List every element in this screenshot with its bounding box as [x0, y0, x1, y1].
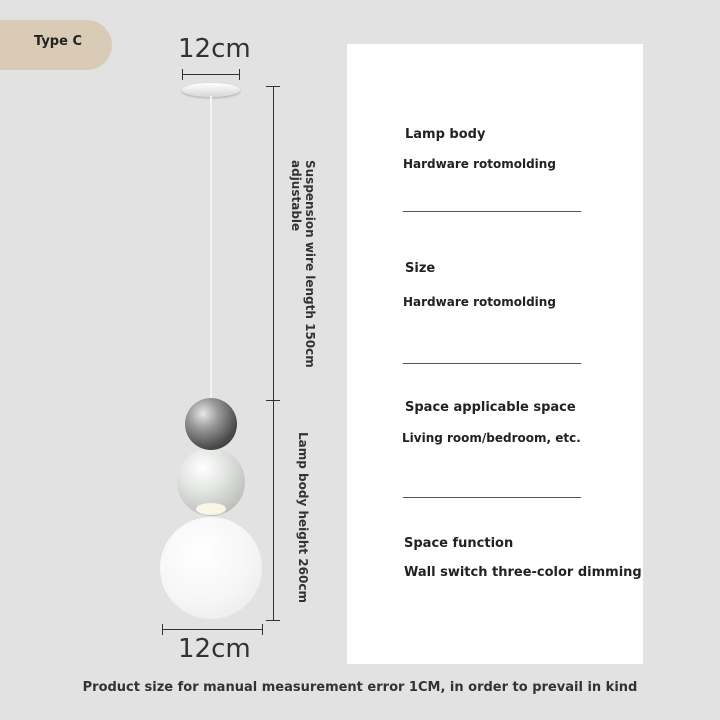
vertical-tick-top [266, 86, 280, 87]
spec-title-size: Size [405, 261, 436, 276]
wire-length-line2: adjustable [289, 160, 303, 232]
spec-title-lamp-body: Lamp body [405, 127, 486, 142]
footer-note: Product size for manual measurement error 1CM, in order to prevail in kind [82, 680, 638, 695]
chrome-ball [185, 398, 237, 450]
vertical-tick-bottom [266, 620, 280, 621]
spec-value-space: Living room/bedroom, etc. [402, 431, 581, 445]
type-badge [0, 20, 112, 70]
spec-divider-3 [403, 497, 581, 498]
spec-value-function: Wall switch three-color dimming [404, 565, 642, 580]
top-dimension-tick-left [182, 69, 183, 80]
top-dimension-tick-right [239, 69, 240, 80]
bottom-dimension-tick-right [262, 624, 263, 635]
body-height-label: Lamp body height 260cm [296, 432, 310, 603]
top-dimension-line [182, 74, 240, 75]
type-badge-label: Type C [34, 34, 82, 49]
top-width-label: 12cm [178, 34, 251, 64]
spec-title-function: Space function [404, 536, 514, 551]
bottom-dimension-line [162, 629, 263, 630]
wire-length-label [289, 160, 317, 368]
spec-divider-1 [403, 211, 581, 212]
spec-divider-2 [403, 363, 581, 364]
vertical-tick-middle [266, 400, 280, 401]
spec-title-space: Space applicable space [405, 400, 576, 415]
bottom-width-label: 12cm [178, 634, 251, 664]
ceiling-canopy [182, 83, 240, 97]
white-globe [160, 517, 262, 619]
bottom-dimension-tick-left [162, 624, 163, 635]
spec-value-lamp-body: Hardware rotomolding [403, 157, 556, 171]
suspension-wire [210, 96, 212, 400]
light-glow [196, 503, 226, 515]
spec-panel [347, 44, 643, 664]
wire-length-line1: Suspension wire length 150cm [303, 160, 317, 368]
vertical-dimension-line [273, 86, 274, 621]
spec-value-size: Hardware rotomolding [403, 295, 556, 309]
